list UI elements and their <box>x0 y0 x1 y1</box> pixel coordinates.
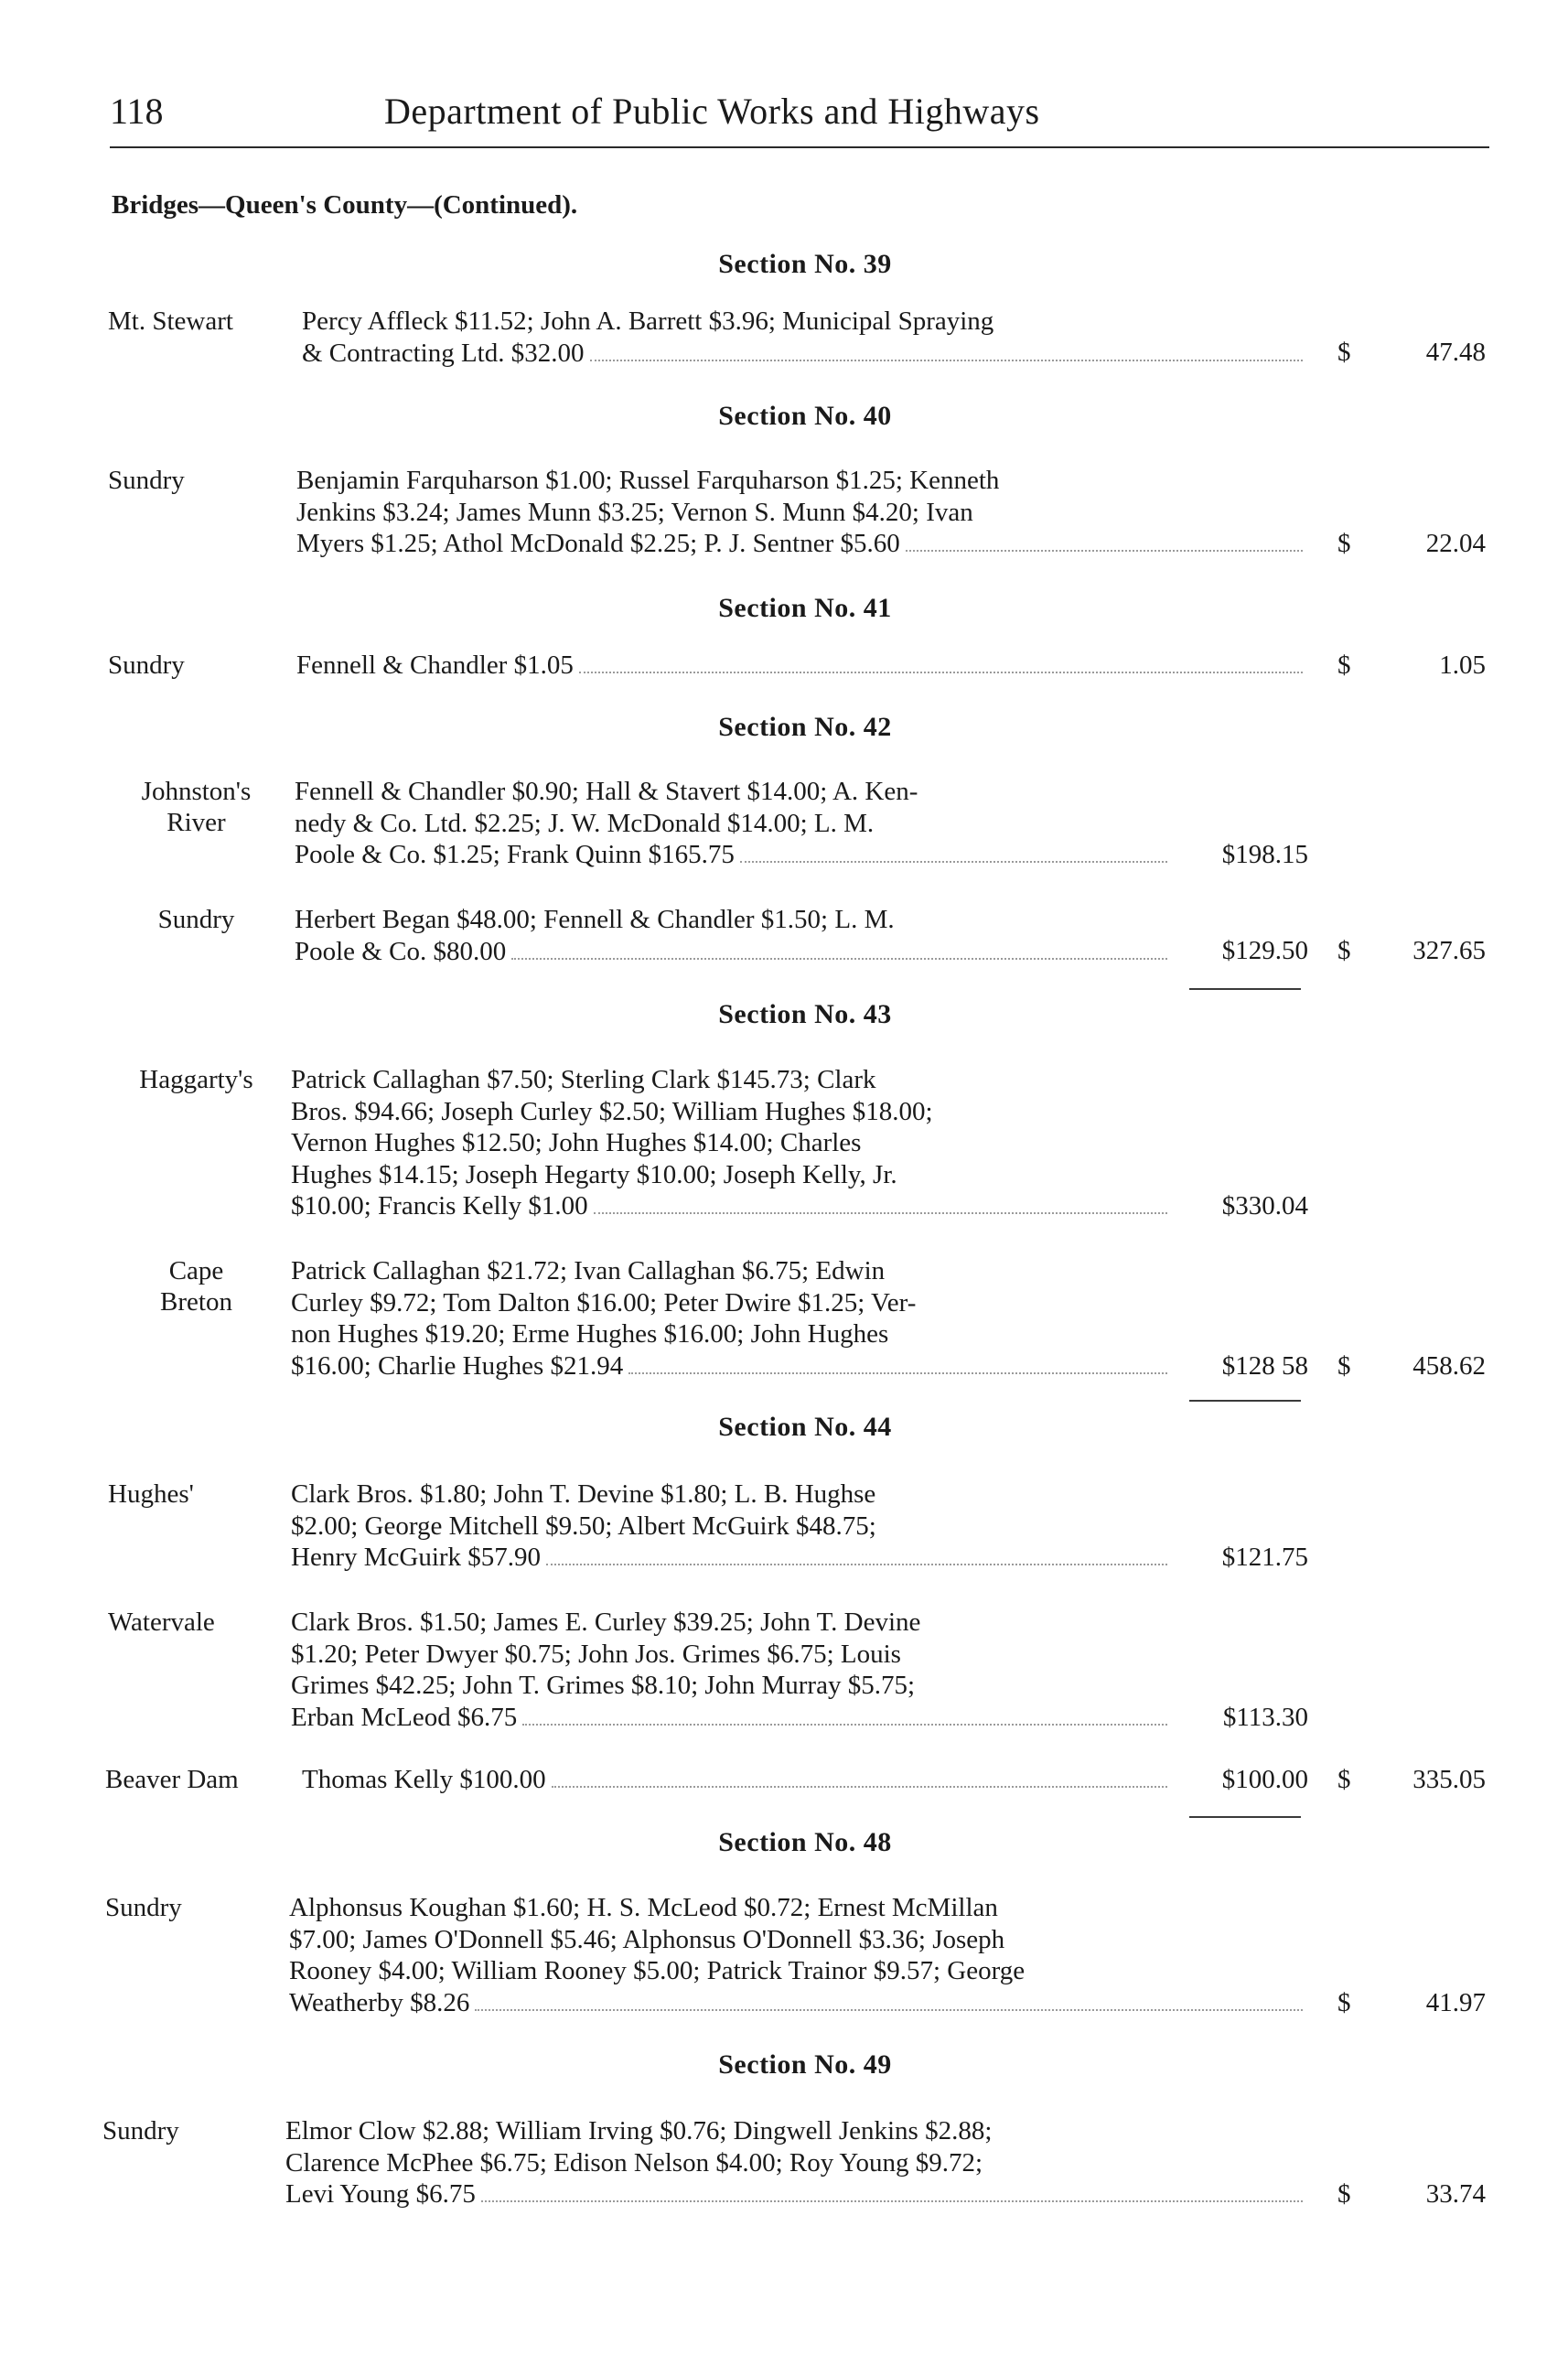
text-line-last <box>291 1702 1173 1734</box>
text-line: Erban McLeod $6.75 <box>291 1702 518 1732</box>
text-line: Bros. $94.66; Joseph Curley $2.50; William Hughes $18.00; <box>291 1096 933 1126</box>
text-line: Myers $1.25; Athol McDonald $2.25; P. J. Sentner $5.60 <box>296 529 900 558</box>
text-line: Jenkins $3.24; James Munn $3.25; Vernon S. Munn $4.20; Ivan <box>296 497 973 527</box>
text-line: Alphonsus Koughan $1.60; H. S. McLeod $0.72; Ernest McMillan <box>289 1893 998 1922</box>
dollar-sign: $ <box>1337 2179 1351 2209</box>
leader-dots <box>628 1372 1167 1374</box>
text-line: Elmor Clow $2.88; William Irving $0.76; Dingwell Jenkins $2.88; <box>285 2116 993 2145</box>
leader-dots <box>546 1564 1167 1565</box>
leader-dots <box>522 1724 1167 1726</box>
location-line: Breton <box>160 1287 232 1317</box>
entry-subtotal: $100.00 <box>1221 1765 1308 1794</box>
section-heading: Section No. 39 <box>718 249 892 279</box>
leader-dots <box>475 2009 1303 2011</box>
sum-rule <box>1189 1400 1301 1402</box>
location: Sundry <box>102 2116 179 2145</box>
payee-list <box>296 465 1308 560</box>
section-total: 47.48 <box>1425 338 1486 367</box>
text-line: Fennell & Chandler $1.05 <box>296 651 574 680</box>
text-line: Clark Bros. $1.50; James E. Curley $39.25; John T. Devine <box>291 1608 921 1637</box>
location: Beaver Dam <box>105 1765 239 1794</box>
location: Haggarty's <box>139 1065 253 1094</box>
dollar-sign: $ <box>1337 529 1351 558</box>
running-title: Department of Public Works and Highways <box>384 91 1040 132</box>
text-line: Clarence McPhee $6.75; Edison Nelson $4.00; Roy Young $9.72; <box>285 2147 983 2178</box>
location: Mt. Stewart <box>108 306 233 336</box>
location: Sundry <box>108 651 185 680</box>
section-total: 458.62 <box>1412 1351 1486 1381</box>
text-line-last <box>302 1764 1173 1796</box>
text-line-last <box>291 1542 1173 1574</box>
location: Sundry <box>157 905 235 934</box>
text-line: nedy & Co. Ltd. $2.25; J. W. McDonald $14.00; L. M. <box>295 808 875 838</box>
text-line: Poole & Co. $1.25; Frank Quinn $165.75 <box>295 840 735 869</box>
location: Sundry <box>108 466 185 495</box>
section-heading: Section No. 44 <box>718 1412 892 1442</box>
text-line: $1.20; Peter Dwyer $0.75; John Jos. Grimes $6.75; Louis <box>291 1639 901 1669</box>
section-heading: Section No. 49 <box>718 2049 892 2080</box>
entry-subtotal: $121.75 <box>1221 1543 1308 1572</box>
text-line-last <box>295 839 1173 871</box>
text-line: Patrick Callaghan $7.50; Sterling Clark $145.73; Clark <box>291 1065 876 1094</box>
section-total: 335.05 <box>1412 1765 1486 1794</box>
text-line: Henry McGuirk $57.90 <box>291 1543 542 1572</box>
text-line: Percy Affleck $11.52; John A. Barrett $3.96; Municipal Spraying <box>302 306 994 336</box>
payee-list <box>291 1064 1173 1222</box>
dollar-sign: $ <box>1337 338 1351 367</box>
text-line: & Contracting Ltd. $32.00 <box>302 338 585 368</box>
text-line: Hughes $14.15; Joseph Hegarty $10.00; Joseph Kelly, Jr. <box>291 1159 897 1189</box>
text-line: $7.00; James O'Donnell $5.46; Alphonsus O'Donnell $3.36; Joseph <box>289 1924 1005 1954</box>
location-line: Johnston's <box>141 777 252 806</box>
location-line: River <box>166 808 226 837</box>
text-line: $16.00; Charlie Hughes $21.94 <box>291 1350 624 1381</box>
dollar-sign: $ <box>1337 1351 1351 1381</box>
entry-subtotal: $128 58 <box>1221 1351 1308 1381</box>
text-line: Clark Bros. $1.80; John T. Devine $1.80; L. B. Hughse <box>291 1479 876 1509</box>
text-line-last <box>285 2178 1308 2210</box>
payee-list <box>295 776 1173 871</box>
text-line: $2.00; George Mitchell $9.50; Albert McGuirk $48.75; <box>291 1511 876 1541</box>
location: Watervale <box>108 1608 215 1637</box>
text-line: Thomas Kelly $100.00 <box>302 1765 546 1794</box>
text-line: Grimes $42.25; John T. Grimes $8.10; John Murray $5.75; <box>291 1671 915 1700</box>
location <box>102 776 290 838</box>
payee-list <box>296 650 1308 682</box>
location-line: Cape <box>168 1256 224 1285</box>
text-line-last <box>291 1190 1173 1222</box>
text-line: Benjamin Farquharson $1.00; Russel Farquharson $1.25; Kenneth <box>296 466 1000 495</box>
payee-list <box>291 1255 1173 1382</box>
leader-dots <box>481 2200 1303 2202</box>
text-line: Fennell & Chandler $0.90; Hall & Stavert $14.00; A. Ken- <box>295 777 918 806</box>
text-line-last <box>289 1987 1308 2019</box>
section-heading: Section No. 42 <box>718 712 892 742</box>
payee-list <box>295 904 1173 967</box>
text-line: non Hughes $19.20; Erme Hughes $16.00; John Hughes <box>291 1319 889 1349</box>
text-line-last <box>295 936 1173 968</box>
entry-subtotal: $198.15 <box>1221 840 1308 869</box>
text-line-last <box>296 528 1308 560</box>
location: Sundry <box>105 1893 182 1922</box>
section-total: 327.65 <box>1412 936 1486 965</box>
payee-list <box>291 1607 1173 1733</box>
dollar-sign: $ <box>1337 651 1351 680</box>
leader-dots <box>552 1786 1167 1788</box>
section-heading: Section No. 48 <box>718 1827 892 1857</box>
text-line: $10.00; Francis Kelly $1.00 <box>291 1191 588 1221</box>
running-header <box>110 90 1489 148</box>
table-subtitle: Bridges—Queen's County—(Continued). <box>112 190 578 220</box>
text-line: Herbert Began $48.00; Fennell & Chandler $1.50; L. M. <box>295 905 895 934</box>
text-line-last <box>291 1350 1173 1382</box>
dollar-sign: $ <box>1337 1765 1351 1794</box>
payee-list <box>289 1892 1308 2018</box>
sum-rule <box>1189 988 1301 990</box>
dollar-sign: $ <box>1337 936 1351 965</box>
leader-dots <box>590 360 1304 361</box>
text-line: Patrick Callaghan $21.72; Ivan Callaghan $6.75; Edwin <box>291 1256 886 1285</box>
section-total: 33.74 <box>1425 2179 1486 2209</box>
leader-dots <box>740 861 1167 863</box>
payee-list <box>302 1764 1173 1796</box>
entry-subtotal: $129.50 <box>1221 936 1308 965</box>
text-line-last <box>296 650 1308 682</box>
text-line: Levi Young $6.75 <box>285 2179 476 2209</box>
section-total: 22.04 <box>1425 529 1486 558</box>
dollar-sign: $ <box>1337 1988 1351 2017</box>
section-heading: Section No. 40 <box>718 401 892 431</box>
text-line: Rooney $4.00; William Rooney $5.00; Patrick Trainor $9.57; George <box>289 1956 1026 1985</box>
section-heading: Section No. 43 <box>718 999 892 1029</box>
location: Hughes' <box>108 1479 194 1509</box>
payee-list <box>285 2115 1308 2210</box>
section-total: 41.97 <box>1425 1988 1486 2017</box>
section-total: 1.05 <box>1439 651 1486 680</box>
text-line: Weatherby $8.26 <box>289 1987 470 2017</box>
section-heading: Section No. 41 <box>718 593 892 623</box>
location <box>102 1255 290 1317</box>
page-number: 118 <box>110 91 164 132</box>
text-line: Poole & Co. $80.00 <box>295 936 507 966</box>
payee-list <box>302 306 1308 369</box>
leader-dots <box>579 672 1303 673</box>
sum-rule <box>1189 1816 1301 1818</box>
leader-dots <box>906 550 1303 552</box>
leader-dots <box>594 1212 1167 1214</box>
text-line: Vernon Hughes $12.50; John Hughes $14.00; Charles <box>291 1128 862 1157</box>
text-line: Curley $9.72; Tom Dalton $16.00; Peter Dwire $1.25; Ver- <box>291 1287 917 1317</box>
text-line-last <box>302 338 1308 370</box>
entry-subtotal: $113.30 <box>1222 1703 1308 1732</box>
entry-subtotal: $330.04 <box>1221 1191 1308 1221</box>
payee-list <box>291 1479 1173 1574</box>
leader-dots <box>511 958 1167 960</box>
